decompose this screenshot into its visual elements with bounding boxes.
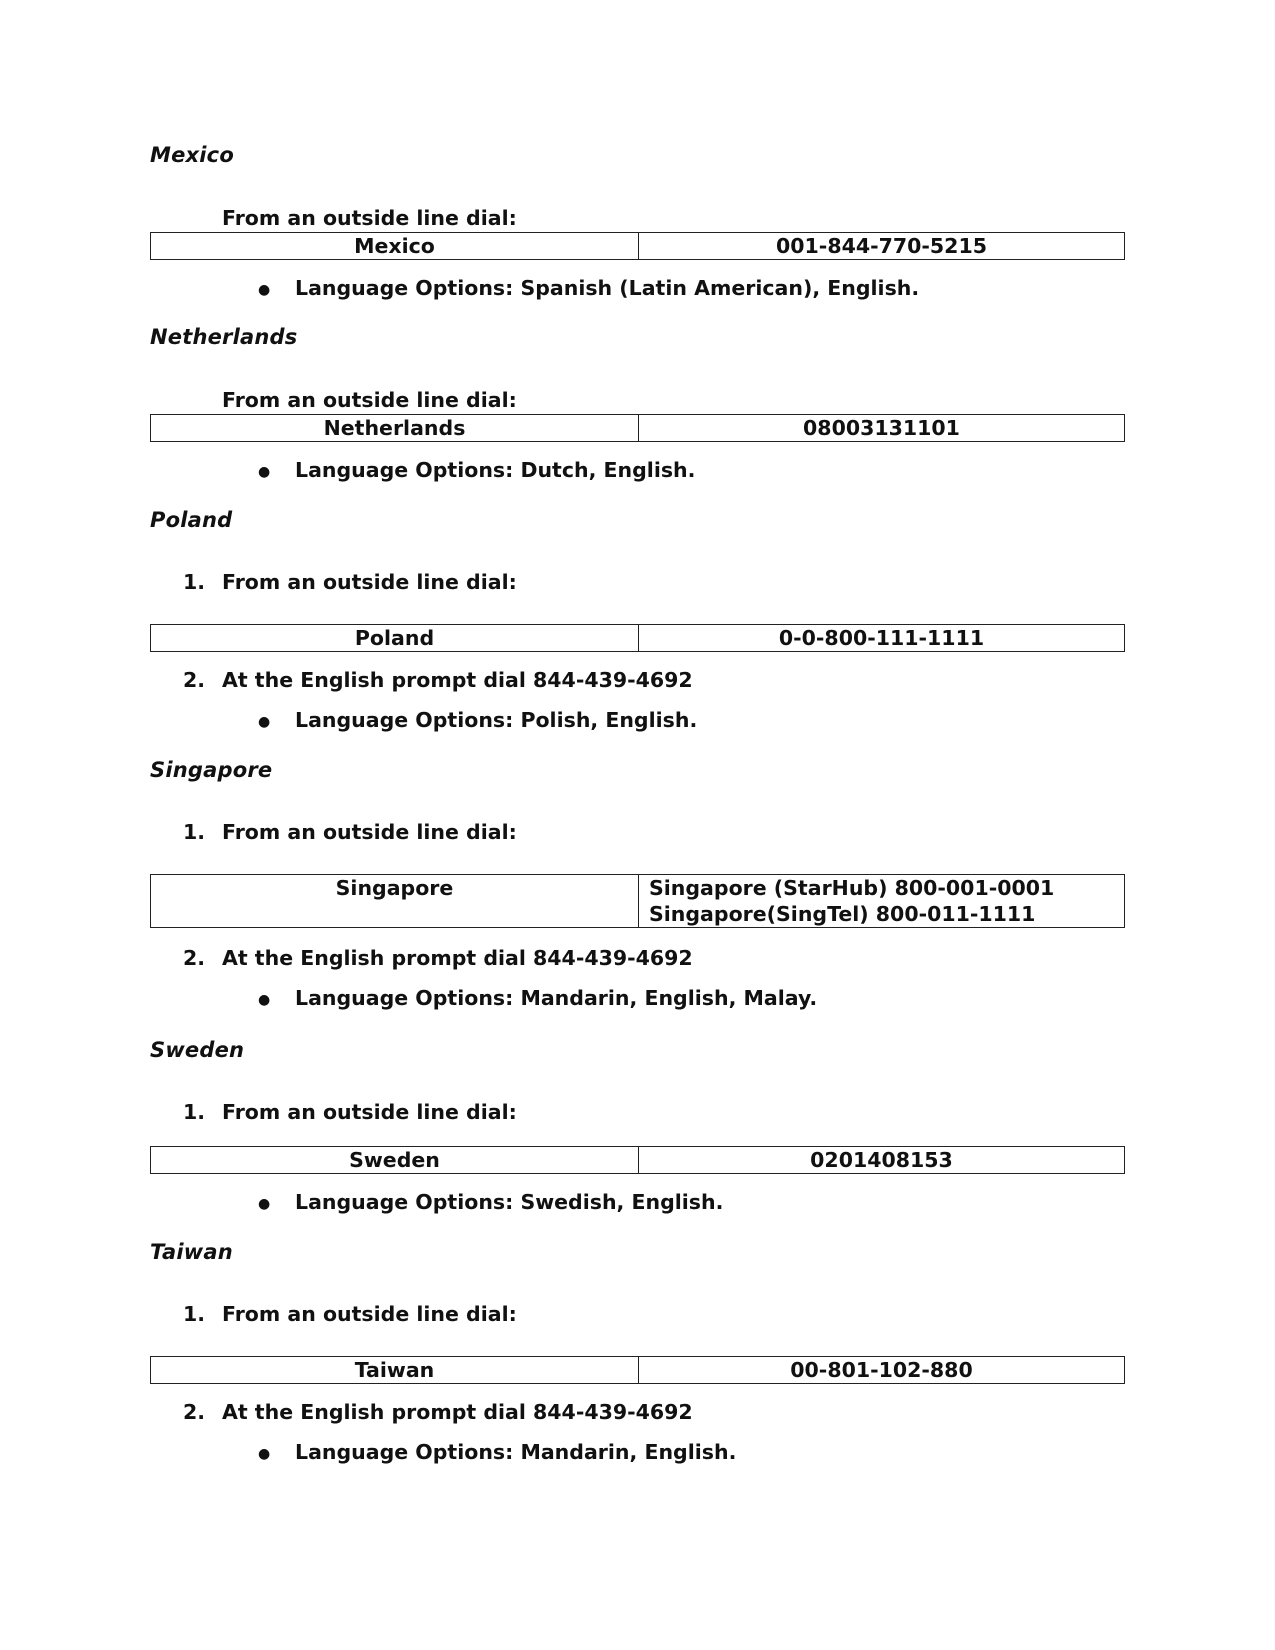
bullet-icon: ● xyxy=(258,1196,271,1212)
country-cell: Sweden xyxy=(151,1147,639,1174)
table-row xyxy=(151,1147,1125,1174)
table-row xyxy=(151,875,1125,928)
step-number: 1. xyxy=(183,1302,206,1326)
section-heading-taiwan: Taiwan xyxy=(150,1240,233,1264)
dial-instruction: From an outside line dial: xyxy=(222,206,517,230)
dial-table-poland xyxy=(150,624,1125,652)
bullet-icon: ● xyxy=(258,992,271,1008)
number-cell: 00-801-102-880 xyxy=(639,1357,1125,1384)
starhub-number: Singapore (StarHub) 800-001-0001 xyxy=(649,876,1055,900)
step-number: 2. xyxy=(183,946,206,970)
number-cell: 0201408153 xyxy=(639,1147,1125,1174)
country-cell: Netherlands xyxy=(151,415,639,442)
step-number: 1. xyxy=(183,820,206,844)
prompt-instruction: At the English prompt dial 844-439-4692 xyxy=(222,946,693,970)
table-row xyxy=(151,415,1125,442)
bullet-icon: ● xyxy=(258,1446,271,1462)
section-heading-mexico: Mexico xyxy=(150,143,234,167)
dial-instruction: From an outside line dial: xyxy=(222,1302,517,1326)
language-options: Language Options: Dutch, English. xyxy=(295,458,696,482)
section-heading-singapore: Singapore xyxy=(150,758,273,782)
section-heading-netherlands: Netherlands xyxy=(150,325,298,349)
bullet-icon: ● xyxy=(258,714,271,730)
section-heading-poland: Poland xyxy=(150,508,233,532)
language-options: Language Options: Mandarin, English. xyxy=(295,1440,737,1464)
section-heading-sweden: Sweden xyxy=(150,1038,245,1062)
language-options: Language Options: Polish, English. xyxy=(295,708,698,732)
dial-table-mexico xyxy=(150,232,1125,260)
bullet-icon: ● xyxy=(258,464,271,480)
table-row xyxy=(151,1357,1125,1384)
table-row xyxy=(151,625,1125,652)
number-cell: 08003131101 xyxy=(639,415,1125,442)
dial-table-taiwan xyxy=(150,1356,1125,1384)
language-options: Language Options: Swedish, English. xyxy=(295,1190,724,1214)
dial-instruction: From an outside line dial: xyxy=(222,820,517,844)
step-number: 2. xyxy=(183,668,206,692)
step-number: 1. xyxy=(183,1100,206,1124)
number-cell xyxy=(639,875,1125,928)
prompt-instruction: At the English prompt dial 844-439-4692 xyxy=(222,1400,693,1424)
language-options: Language Options: Spanish (Latin American), English. xyxy=(295,276,920,300)
country-cell: Singapore xyxy=(151,875,639,928)
prompt-instruction: At the English prompt dial 844-439-4692 xyxy=(222,668,693,692)
country-cell: Mexico xyxy=(151,233,639,260)
dial-instruction: From an outside line dial: xyxy=(222,388,517,412)
dial-table-netherlands xyxy=(150,414,1125,442)
country-cell: Taiwan xyxy=(151,1357,639,1384)
dial-instruction: From an outside line dial: xyxy=(222,570,517,594)
table-row xyxy=(151,233,1125,260)
number-cell: 001-844-770-5215 xyxy=(639,233,1125,260)
step-number: 1. xyxy=(183,570,206,594)
country-cell: Poland xyxy=(151,625,639,652)
step-number: 2. xyxy=(183,1400,206,1424)
number-cell: 0-0-800-111-1111 xyxy=(639,625,1125,652)
singtel-number: Singapore(SingTel) 800-011-1111 xyxy=(649,902,1036,926)
dial-instruction: From an outside line dial: xyxy=(222,1100,517,1124)
bullet-icon: ● xyxy=(258,282,271,298)
dial-table-sweden xyxy=(150,1146,1125,1174)
language-options: Language Options: Mandarin, English, Malay. xyxy=(295,986,818,1010)
dial-table-singapore xyxy=(150,874,1125,928)
